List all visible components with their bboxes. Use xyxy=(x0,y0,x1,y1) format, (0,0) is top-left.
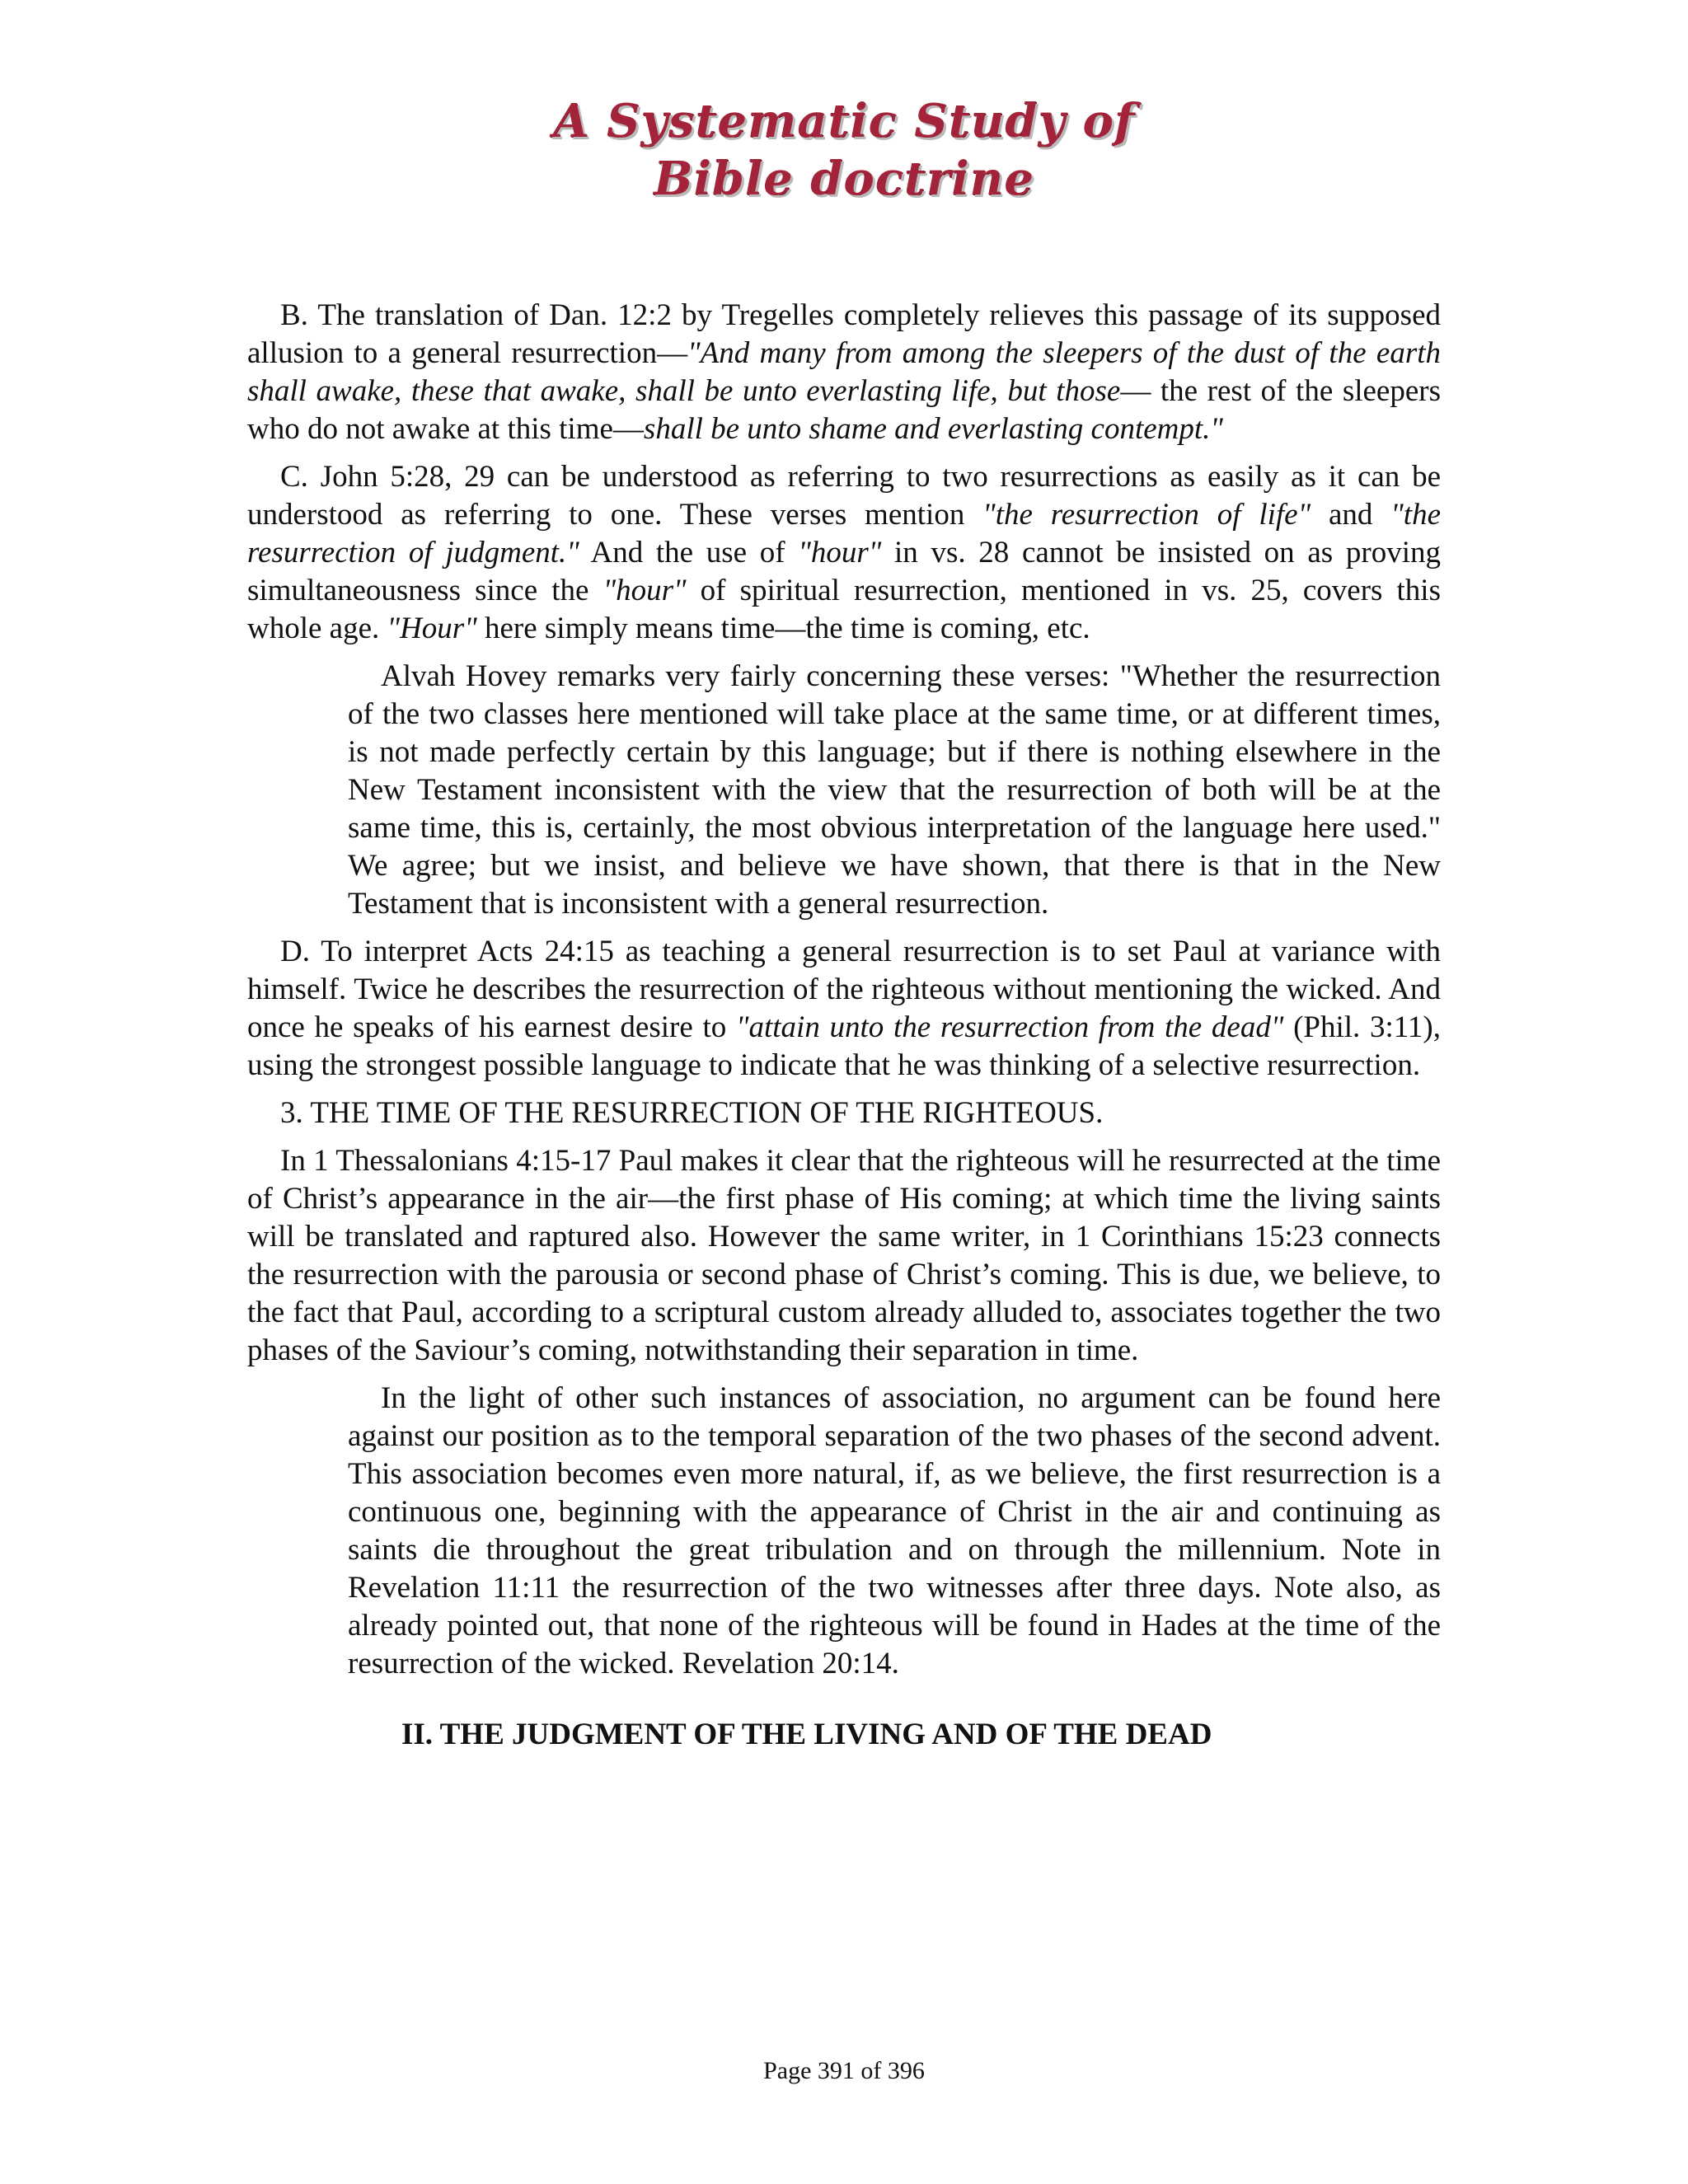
italic-quote: "the resurrection of judgment." xyxy=(247,498,1441,569)
block-quote-hovey: Alvah Hovey remarks very fairly concerning these verses: "Whether the resurrection of the two classes here mentioned will take place at the same time, or at different times, is not made perfectly certain by this language; but if there is nothing elsewhere in the New Testament inconsistent with the view that the resurrection of both will be at the same time, this is, certainly, the most obvious interpretation of the language here used." We agree; but we insist, and believe we have shown, that there is that in the New Testament that is inconsistent with a general resurrection. xyxy=(348,659,1441,921)
logo-line-2: Bible doctrine xyxy=(654,152,1034,206)
italic-quote: "the resurrection of life" xyxy=(982,498,1311,532)
page-number: Page 391 of 396 xyxy=(763,2057,925,2084)
text-span: (Phil. 3:11), using the strongest possible language to indicate that he was thinking of a selective resurrection. xyxy=(247,1010,1441,1082)
text-span: and xyxy=(1311,498,1391,532)
italic-quote: "attain unto the resurrection from the dead" xyxy=(735,1010,1284,1044)
text-span: in vs. 28 cannot be insisted on as proving simultaneousness since the xyxy=(247,536,1441,607)
italic-quote: "hour" xyxy=(603,574,687,607)
italic-quote: "Hour" xyxy=(387,612,477,645)
page-body xyxy=(247,297,1441,1754)
text-span: D. To interpret Acts 24:15 as teaching a general resurrection is to set Paul at variance with himself. Twice he describes the resurrection of the righteous without mentioning the wicked. And once he speaks of his earnest desire to xyxy=(247,935,1441,1044)
italic-quote: "hour" xyxy=(798,536,882,569)
chapter-heading-judgment: II. THE JUDGMENT OF THE LIVING AND OF THE DEAD xyxy=(401,1718,1212,1751)
paragraph-d xyxy=(247,933,1441,1085)
section-heading-3: 3. THE TIME OF THE RESURRECTION OF THE RIGHTEOUS. xyxy=(280,1096,1104,1130)
paragraph-b xyxy=(247,297,1441,448)
text-span: here simply means time—the time is coming, etc. xyxy=(476,612,1090,645)
paragraph-thessalonians: In 1 Thessalonians 4:15-17 Paul makes it clear that the righteous will he resurrected at the time of Christ’s appearance in the air—the first phase of His coming; at which time the living saints will be translated and raptured also. However the same writer, in 1 Corinthians 15:23 connects the resurrection with the parousia or second phase of Christ’s coming. This is due, we believe, to the fact that Paul, according to a scriptural custom already alluded to, associates together the two phases of the Saviour’s coming, notwithstanding their separation in time. xyxy=(247,1144,1441,1367)
text-span: C. John 5:28, 29 can be understood as referring to two resurrections as easily as it can be understood as referring to one. These verses mention xyxy=(247,460,1441,532)
italic-quote: shall be unto shame and everlasting contempt." xyxy=(643,412,1223,446)
text-span: B. The translation of Dan. 12:2 by Tregelles completely relieves this passage of its supposed allusion to a general resurrection— xyxy=(247,298,1441,370)
paragraph-c xyxy=(247,458,1441,648)
book-title-logo xyxy=(445,92,1243,216)
text-span: And the use of xyxy=(579,536,799,569)
block-quote-association: In the light of other such instances of association, no argument can be found here against our position as to the temporal separation of the two phases of the second advent. This association becomes even more natural, if, as we believe, the first resurrection is a continuous one, beginning with the appearance of Christ in the air and continuing as saints die throughout the great tribulation and on through the millennium. Note in Revelation 11:11 the resurrection of the two witnesses after three days. Note also, as already pointed out, that none of the righteous will be found in Hades at the time of the resurrection of the wicked. Revelation 20:14. xyxy=(348,1381,1441,1680)
text-span: of spiritual resurrection, mentioned in vs. 25, covers this whole age. xyxy=(247,574,1441,645)
logo-line-1: A Systematic Study of xyxy=(553,94,1135,148)
text-span: — the rest of the sleepers who do not awake at this time— xyxy=(247,374,1441,446)
italic-quote: "And many from among the sleepers of the dust of the earth shall awake, these that awake, shall be unto everlasting life, but those xyxy=(247,336,1442,408)
